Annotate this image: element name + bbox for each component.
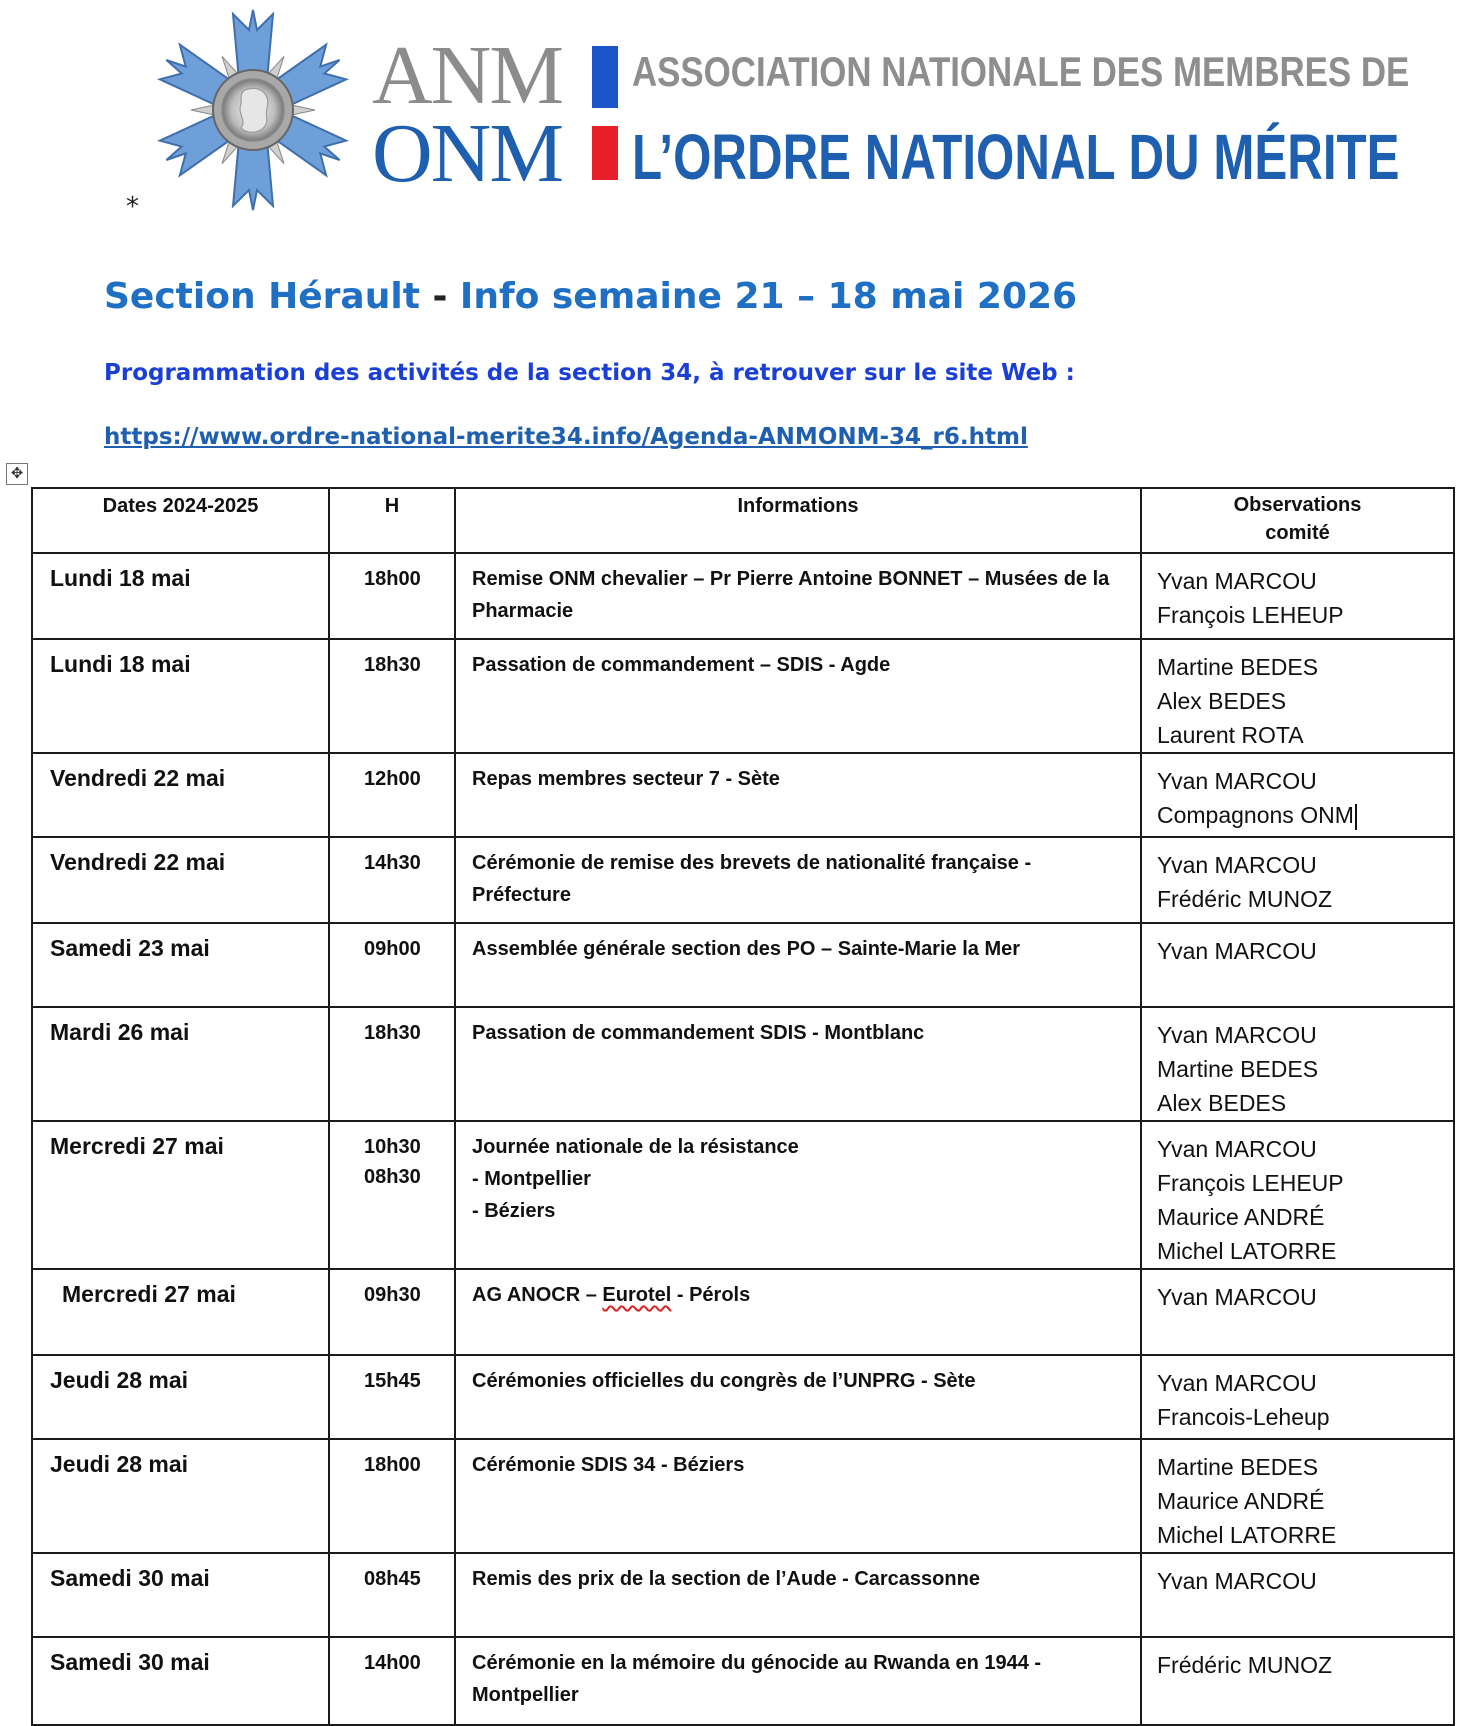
cell-date: Jeudi 28 mai — [32, 1439, 329, 1553]
cell-date: Vendredi 22 mai — [32, 753, 329, 837]
observer-name — [1157, 764, 1453, 798]
table-row — [32, 1269, 1454, 1355]
cell-observations — [1141, 639, 1454, 753]
cell-info — [455, 553, 1141, 639]
observer-name — [1157, 1200, 1453, 1234]
cell-date: Mercredi 27 mai — [32, 1121, 329, 1269]
header-informations: Informations — [455, 488, 1141, 553]
table-move-handle-icon[interactable]: ✥ — [6, 463, 28, 485]
observer-name — [1157, 1132, 1453, 1166]
cell-time — [329, 1637, 455, 1725]
time-line: 08h45 — [364, 1568, 421, 1590]
flag-red-bar — [592, 126, 618, 180]
info-line: Passation de commandement – SDIS - Agde — [472, 654, 891, 676]
time-line: 18h00 — [364, 568, 421, 590]
info-part: - Pérols — [671, 1284, 751, 1306]
header-observations-line1: Observations — [1233, 494, 1362, 516]
info-line: Remise ONM chevalier – Pr Pierre Antoine BONNET – Musées de la Pharmacie — [472, 568, 1110, 622]
association-name-line2: L’ORDRE NATIONAL DU MÉRITE — [632, 121, 1400, 193]
info-line: - Montpellier — [472, 1168, 591, 1190]
info-line: Cérémonie de remise des brevets de nationalité française - Préfecture — [472, 852, 1032, 906]
flag-blue-bar — [592, 46, 618, 108]
association-name-line1: ASSOCIATION NATIONALE DES MEMBRES DE — [632, 48, 1410, 95]
observer-name-text: Yvan MARCOU — [1157, 568, 1317, 594]
time-line: 09h00 — [364, 938, 421, 960]
table-row — [32, 1637, 1454, 1725]
observer-name — [1157, 650, 1453, 684]
cell-observations — [1141, 1121, 1454, 1269]
observer-name — [1157, 934, 1453, 968]
observer-name — [1157, 798, 1453, 832]
cell-time — [329, 1553, 455, 1637]
cell-time — [329, 553, 455, 639]
cell-observations — [1141, 753, 1454, 837]
info-line: Assemblée générale section des PO – Sainte-Marie la Mer — [472, 938, 1021, 960]
info-line: Repas membres secteur 7 - Sète — [472, 768, 780, 790]
table-row — [32, 639, 1454, 753]
cell-date: Lundi 18 mai — [32, 553, 329, 639]
time-line: 14h00 — [364, 1652, 421, 1674]
cell-time — [329, 1007, 455, 1121]
observer-name-text: Maurice ANDRÉ — [1157, 1204, 1325, 1230]
table-row — [32, 753, 1454, 837]
cell-observations — [1141, 837, 1454, 923]
observer-name — [1157, 1366, 1453, 1400]
observer-name-text: Yvan MARCOU — [1157, 852, 1317, 878]
cell-observations — [1141, 553, 1454, 639]
observer-name — [1157, 1052, 1453, 1086]
cell-observations — [1141, 1269, 1454, 1355]
observer-name-text: Yvan MARCOU — [1157, 1284, 1317, 1310]
observer-name — [1157, 848, 1453, 882]
info-part: AG ANOCR – — [472, 1284, 603, 1306]
table-row — [32, 923, 1454, 1007]
cell-observations — [1141, 1439, 1454, 1553]
agenda-link[interactable]: https://www.ordre-national-merite34.info/Agenda-ANMONM-34_r6.html — [104, 424, 1028, 450]
header-hour: H — [329, 488, 455, 553]
table-row — [32, 837, 1454, 923]
observer-name — [1157, 564, 1453, 598]
observer-name-text: Maurice ANDRÉ — [1157, 1488, 1325, 1514]
observer-name-text: Martine BEDES — [1157, 1454, 1319, 1480]
observer-name-text: Michel LATORRE — [1157, 1238, 1337, 1264]
cell-info — [455, 1121, 1141, 1269]
observer-name-text: Alex BEDES — [1157, 1090, 1287, 1116]
observer-name — [1157, 1564, 1453, 1598]
observer-name — [1157, 598, 1453, 632]
cell-info — [455, 639, 1141, 753]
cell-time — [329, 1121, 455, 1269]
cell-time — [329, 1439, 455, 1553]
title-dash: - — [419, 276, 460, 317]
header-dates: Dates 2024-2025 — [32, 488, 329, 553]
cell-time — [329, 837, 455, 923]
table-row — [32, 553, 1454, 639]
observer-name-text: Francois-Leheup — [1157, 1404, 1330, 1430]
observer-name-text: Yvan MARCOU — [1157, 1370, 1317, 1396]
time-line: 18h30 — [364, 1022, 421, 1044]
observer-name — [1157, 1280, 1453, 1314]
cell-time — [329, 639, 455, 753]
observer-name — [1157, 1166, 1453, 1200]
text-cursor — [1355, 804, 1357, 830]
table-row — [32, 1355, 1454, 1439]
cell-date: Mardi 26 mai — [32, 1007, 329, 1121]
header-observations — [1141, 488, 1454, 553]
anm-wordmark: ANM — [372, 29, 563, 122]
observer-name — [1157, 1484, 1453, 1518]
observer-name-text: Martine BEDES — [1157, 1056, 1319, 1082]
cell-date: Samedi 30 mai — [32, 1553, 329, 1637]
observer-name — [1157, 718, 1453, 752]
info-misspelled-word: Eurotel — [602, 1284, 672, 1306]
observer-name — [1157, 684, 1453, 718]
title-week: Info semaine 21 – 18 mai 2026 — [459, 276, 1078, 317]
time-line: 14h30 — [364, 852, 421, 874]
info-line: Cérémonie en la mémoire du génocide au Rwanda en 1944 - Montpellier — [472, 1652, 1042, 1706]
observer-name — [1157, 1234, 1453, 1268]
time-line: 10h30 — [364, 1136, 421, 1158]
observer-name-text: Yvan MARCOU — [1157, 1022, 1317, 1048]
cell-observations — [1141, 1355, 1454, 1439]
onm-wordmark: ONM — [372, 107, 563, 200]
info-line: Journée nationale de la résistance — [472, 1136, 799, 1158]
info-line: - Béziers — [472, 1200, 556, 1222]
agenda-table — [31, 487, 1455, 1726]
observer-name — [1157, 882, 1453, 916]
table-row — [32, 1439, 1454, 1553]
cell-observations — [1141, 1007, 1454, 1121]
info-line: Cérémonies officielles du congrès de l’UNPRG - Sète — [472, 1370, 976, 1392]
cell-date: Vendredi 22 mai — [32, 837, 329, 923]
cell-time — [329, 923, 455, 1007]
observer-name-text: Frédéric MUNOZ — [1157, 886, 1333, 912]
cell-date: Samedi 30 mai — [32, 1637, 329, 1725]
cell-observations — [1141, 923, 1454, 1007]
cell-date: Mercredi 27 mai — [32, 1269, 329, 1355]
cell-time — [329, 1355, 455, 1439]
header-observations-line2: comité — [1265, 522, 1330, 544]
observer-name-text: François LEHEUP — [1157, 1170, 1344, 1196]
time-line: 09h30 — [364, 1284, 421, 1306]
onm-medal-logo — [145, 4, 361, 216]
cell-observations — [1141, 1637, 1454, 1725]
time-line: 15h45 — [364, 1370, 421, 1392]
observer-name — [1157, 1086, 1453, 1120]
time-line: 18h30 — [364, 654, 421, 676]
cell-info — [455, 923, 1141, 1007]
observer-name-text: Alex BEDES — [1157, 688, 1287, 714]
observer-name-text: François LEHEUP — [1157, 602, 1344, 628]
observer-name-text: Yvan MARCOU — [1157, 1568, 1317, 1594]
table-row — [32, 1121, 1454, 1269]
observer-name — [1157, 1450, 1453, 1484]
title-section: Section Hérault — [104, 276, 420, 317]
cell-info — [455, 837, 1141, 923]
cell-info — [455, 1637, 1141, 1725]
info-line: Remis des prix de la section de l’Aude - Carcassonne — [472, 1568, 980, 1590]
observer-name-text: Frédéric MUNOZ — [1157, 1652, 1333, 1678]
time-line: 12h00 — [364, 768, 421, 790]
observer-name — [1157, 1018, 1453, 1052]
observer-name-text: Yvan MARCOU — [1157, 938, 1317, 964]
observer-name-text: Laurent ROTA — [1157, 722, 1304, 748]
cell-info — [455, 753, 1141, 837]
cell-time — [329, 753, 455, 837]
cell-info — [455, 1355, 1141, 1439]
page-title — [104, 276, 1077, 317]
table-header-row — [32, 488, 1454, 553]
table-row — [32, 1553, 1454, 1637]
observer-name-text: Yvan MARCOU — [1157, 768, 1317, 794]
info-line: Passation de commandement SDIS - Montblanc — [472, 1022, 925, 1044]
table-row — [32, 1007, 1454, 1121]
time-line: 18h00 — [364, 1454, 421, 1476]
time-line: 08h30 — [364, 1166, 421, 1188]
observer-name — [1157, 1400, 1453, 1434]
observer-name — [1157, 1518, 1453, 1552]
cell-info — [455, 1269, 1141, 1355]
cell-info — [455, 1553, 1141, 1637]
asterisk-mark: * — [126, 192, 139, 222]
cell-info — [455, 1439, 1141, 1553]
program-text: Programmation des activités de la section 34, à retrouver sur le site Web : — [104, 360, 1075, 386]
observer-name — [1157, 1648, 1453, 1682]
cell-date: Samedi 23 mai — [32, 923, 329, 1007]
info-line: Cérémonie SDIS 34 - Béziers — [472, 1454, 745, 1476]
observer-name-text: Martine BEDES — [1157, 654, 1319, 680]
cell-info — [455, 1007, 1141, 1121]
observer-name-text: Compagnons ONM — [1157, 802, 1354, 828]
observer-name-text: Michel LATORRE — [1157, 1522, 1337, 1548]
cell-time — [329, 1269, 455, 1355]
cell-observations — [1141, 1553, 1454, 1637]
cell-date: Lundi 18 mai — [32, 639, 329, 753]
cell-date: Jeudi 28 mai — [32, 1355, 329, 1439]
observer-name-text: Yvan MARCOU — [1157, 1136, 1317, 1162]
